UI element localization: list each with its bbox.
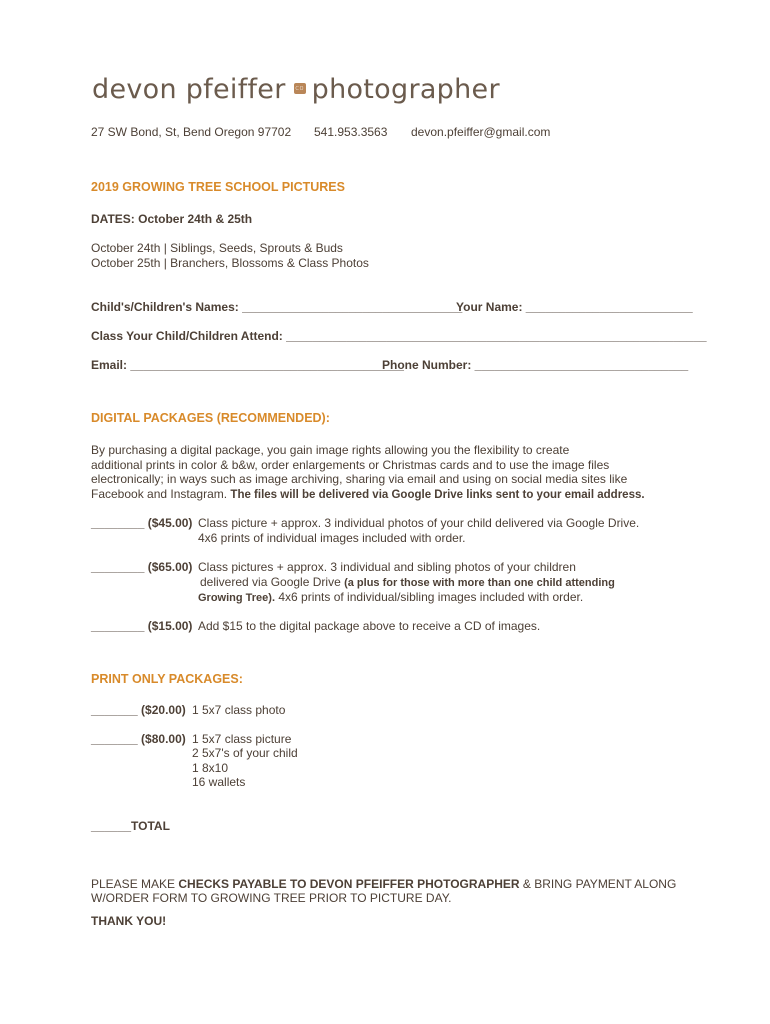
package-65-line-3-b: 4x6 prints of individual/sibling images included with order. — [278, 590, 584, 604]
total-field[interactable]: ______TOTAL — [91, 819, 170, 833]
print-20-item-1: 1 5x7 class photo — [192, 703, 286, 717]
package-15-line-1: Add $15 to the digital package above to receive a CD of images. — [198, 619, 541, 633]
your-name-field[interactable]: Your Name: _________________________ — [456, 300, 693, 314]
address: 27 SW Bond, St, Bend Oregon 97702 — [91, 125, 292, 139]
print-80-item-4: 16 wallets — [192, 775, 246, 789]
digital-intro-bold: The files will be delivered via Google Drive links sent to your email address. — [230, 489, 645, 501]
digital-intro-last: Facebook and Instagram. — [91, 487, 228, 501]
digital-intro-line-2: additional prints in color & b&w, order enlargements or Christmas cards and to use the image files — [91, 458, 610, 472]
footer-line-1-c: & BRING PAYMENT ALONG — [522, 877, 677, 891]
digital-packages-title: DIGITAL PACKAGES (RECOMMENDED): — [91, 411, 330, 425]
email-field[interactable]: Email: _________________________________________ — [91, 358, 404, 372]
logo-badge: co — [295, 84, 304, 93]
logo-left-text: devon pfeiffer — [92, 74, 286, 105]
children-names-field[interactable]: Child's/Children's Names: _________________________________ — [91, 300, 463, 314]
event-title: 2019 GROWING TREE SCHOOL PICTURES — [91, 180, 345, 194]
package-45-line-1: Class picture + approx. 3 individual photos of your child delivered via Google Drive. — [198, 516, 640, 530]
logo — [92, 74, 500, 105]
phone: 541.953.3563 — [314, 125, 388, 139]
footer-line-1-a: PLEASE MAKE — [91, 877, 176, 891]
footer-line-1-b: CHECKS PAYABLE TO DEVON PFEIFFER PHOTOGRAPHER — [178, 877, 520, 891]
print-80-item-3: 1 8x10 — [192, 761, 229, 775]
phone-number-field[interactable]: Phone Number: ________________________________ — [382, 358, 689, 372]
package-65-line-2 — [200, 575, 615, 589]
package-65-line-2-b: (a plus for those with more than one child attending — [344, 577, 615, 589]
email-link[interactable]: devon.pfeiffer@gmail.com — [411, 125, 551, 139]
package-65-line-2-a: delivered via Google Drive — [200, 575, 341, 589]
package-45-blank[interactable]: ________ ($45.00) — [91, 516, 193, 530]
dates-label: DATES: October 24th & 25th — [91, 212, 253, 226]
schedule-line-1: October 24th | Siblings, Seeds, Sprouts & Buds — [91, 241, 343, 255]
package-65-line-3-a: Growing Tree). — [198, 592, 276, 604]
print-80-item-1: 1 5x7 class picture — [192, 732, 292, 746]
class-attend-field[interactable]: Class Your Child/Children Attend: _______________________________________________________________ — [91, 329, 707, 343]
digital-intro-line-4 — [91, 487, 645, 501]
package-65-line-1: Class pictures + approx. 3 individual and sibling photos of your children — [198, 560, 576, 574]
package-45-line-2: 4x6 prints of individual images included with order. — [198, 531, 466, 545]
footer-line-1 — [91, 877, 676, 891]
logo-right-text: photographer — [311, 74, 500, 105]
digital-intro-line-1: By purchasing a digital package, you gain image rights allowing you the flexibility to create — [91, 443, 570, 457]
package-65-line-3 — [198, 590, 583, 604]
digital-intro-line-3: electronically; in ways such as image archiving, sharing via email and using on social media sites like — [91, 472, 628, 486]
print-packages-title: PRINT ONLY PACKAGES: — [91, 672, 243, 686]
schedule-line-2: October 25th | Branchers, Blossoms & Class Photos — [91, 256, 369, 270]
print-80-item-2: 2 5x7's of your child — [192, 746, 298, 760]
footer-line-2: W/ORDER FORM TO GROWING TREE PRIOR TO PICTURE DAY. — [91, 891, 452, 905]
package-65-blank[interactable]: ________ ($65.00) — [91, 560, 193, 574]
print-80-blank[interactable]: _______ ($80.00) — [91, 732, 186, 746]
package-15-blank[interactable]: ________ ($15.00) — [91, 619, 193, 633]
print-20-blank[interactable]: _______ ($20.00) — [91, 703, 186, 717]
thank-you: THANK YOU! — [91, 914, 167, 928]
